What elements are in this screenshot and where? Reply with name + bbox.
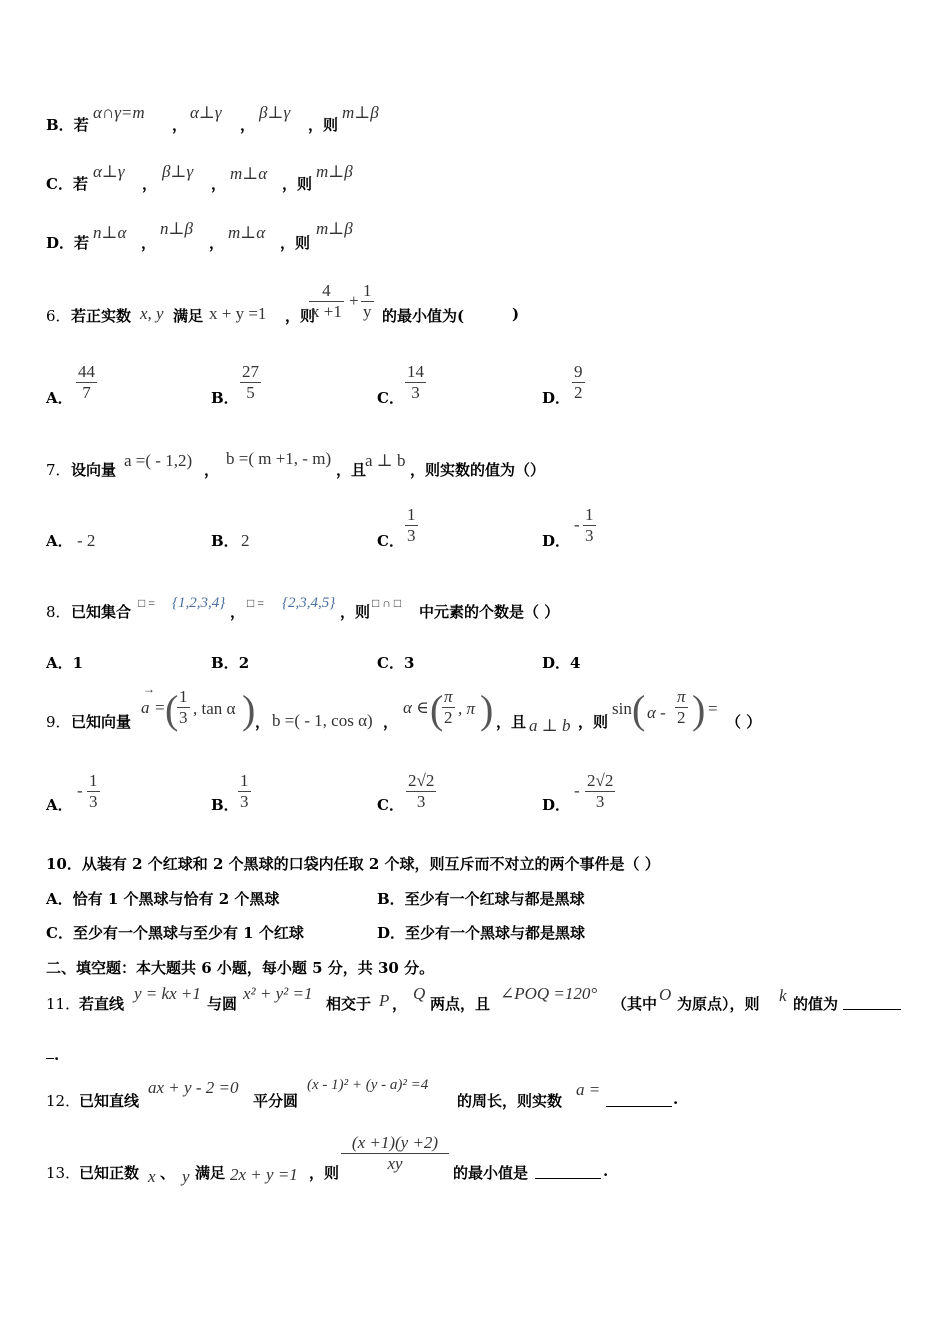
q9-alpha-paren-left: (: [430, 687, 444, 732]
q10-stem: 10．从装有 2 个红球和 2 个黑球的口袋内任取 2 个球，则互斥而不对立的两个事件是（ ）: [46, 855, 660, 873]
q11-text2: 与圆: [207, 995, 238, 1013]
q9-alpha: α ∈: [403, 698, 429, 717]
q6-option-a-value: $\frac{44}{7}$: [78, 362, 95, 402]
q6-text1: 若正实数: [71, 307, 132, 325]
q6-text3: ，则: [285, 307, 316, 325]
section-2-heading: 二、填空题：本大题共 6 小题，每小题 5 分，共 30 分。: [46, 959, 435, 977]
q7-perpendicular: a ⊥ b: [365, 451, 406, 470]
q9-sin-paren-right: ): [692, 687, 706, 732]
q7-option-c-label: C．: [377, 532, 404, 550]
q9-equals-2: =: [708, 699, 718, 718]
q7-text1: 设向量: [71, 461, 117, 479]
q5b-expr3: β⊥γ: [259, 103, 291, 122]
q8-option-c: C．3: [377, 654, 415, 672]
q7-option-d-value: $\frac{1}{3}$: [585, 505, 594, 545]
q5b-expr4: m⊥β: [342, 103, 379, 122]
q13-fraction: $\frac{(x +1)(y +2)}{xy}$: [341, 1133, 449, 1174]
q9-option-a-label: A．: [46, 796, 73, 814]
q9-option-b-value: $\frac{1}{3}$: [240, 771, 249, 811]
q5b-sep2: ，: [240, 116, 256, 134]
q5-option-d: D．若: [46, 234, 90, 252]
q9-sep2: ，: [383, 713, 399, 731]
q13-x: x: [148, 1167, 156, 1186]
q6-text5: ): [512, 305, 520, 323]
q11-text4: 两点，且: [430, 995, 491, 1013]
q7-number: 7．: [46, 461, 71, 479]
q9-option-d-sign: -: [574, 781, 580, 800]
q8-text3: 中元素的个数是（ ）: [419, 603, 560, 621]
q9-option-b-label: B．: [211, 796, 239, 814]
q6-vars: x, y: [140, 304, 164, 323]
q13-y: y: [182, 1167, 190, 1186]
q12-circle: (x - 1)² + (y - a)² =4: [307, 1077, 429, 1093]
q12-line: ax + y - 2 =0: [148, 1078, 239, 1097]
q5c-expr1: α⊥γ: [93, 162, 125, 181]
q9-alpha-paren-right: ): [480, 687, 494, 732]
q7-option-d-label: D．: [542, 532, 571, 550]
q9-pi: , π: [458, 699, 476, 718]
q9-alpha-minus: α -: [647, 703, 666, 722]
q9-sin: sin: [612, 699, 632, 718]
q9-text2: ，且: [496, 713, 527, 731]
q5d-expr4: m⊥β: [316, 219, 353, 238]
q5c-expr2: β⊥γ: [162, 162, 194, 181]
q12-a-equals: a =: [576, 1080, 601, 1099]
q10-option-a: A．恰有 1 个黑球与恰有 2 个黑球: [46, 890, 280, 908]
q13-sep: 、: [160, 1164, 176, 1182]
q11-comma: ，: [392, 995, 408, 1013]
q6-option-d-value: $\frac{9}{2}$: [574, 362, 583, 402]
q7-option-a-label: A．: [46, 532, 73, 550]
q6-text2: 满足: [173, 307, 204, 325]
q9-tan: , tan α: [193, 699, 236, 718]
q5c-then: ，则: [282, 175, 313, 193]
q9-option-d-value: $\frac{2√2}{3}$: [587, 771, 614, 811]
q13-text3: ，则: [309, 1164, 340, 1182]
q9-vector-b: b =( - 1, cos α): [272, 711, 373, 730]
q5c-expr3: m⊥α: [230, 164, 268, 183]
q11-number: 11．: [46, 995, 81, 1013]
q11-point-p: P: [379, 991, 390, 1010]
q12-number: 12．: [46, 1092, 81, 1110]
q7-option-a-value: - 2: [77, 531, 96, 550]
q8-text1: 已知集合: [71, 603, 132, 621]
q12-period: .: [673, 1090, 679, 1108]
q9-option-c-value: $\frac{2√2}{3}$: [408, 771, 435, 811]
q11-point-q: Q: [413, 984, 426, 1003]
q6-plus: +: [349, 291, 359, 310]
q7-option-c-value: $\frac{1}{3}$: [407, 505, 416, 545]
q13-text2: 满足: [195, 1164, 226, 1182]
q5d-sep2: ，: [209, 234, 225, 252]
q9-fraction-1-3: $\frac{1}{3}$: [179, 687, 188, 727]
q9-paren-left: (: [165, 687, 179, 732]
q11-text5: （其中: [612, 995, 658, 1013]
q11-text3: 相交于: [326, 995, 372, 1013]
q9-fraction-pi-2: $\frac{\pi}{2}$: [444, 687, 453, 727]
q9-perpendicular: a ⊥ b: [529, 716, 571, 735]
q9-vector-arrow: →: [143, 682, 155, 696]
q9-vector-a: a: [141, 698, 150, 717]
q13-text4: 的最小值是: [453, 1164, 529, 1182]
q5b-then: ，则: [308, 116, 339, 134]
q9-paren-right: ): [242, 687, 256, 732]
q6-option-b-value: $\frac{27}{5}$: [242, 362, 259, 402]
q8-set-b-symbol: □ =: [247, 596, 265, 610]
q12-text2: 平分圆: [253, 1092, 299, 1110]
q8-set-a: {1,2,3,4}: [172, 595, 226, 611]
q10-option-c: C．至少有一个黑球与至少有 1 个红球: [46, 924, 304, 942]
q5d-expr3: m⊥α: [228, 223, 266, 242]
q9-sin-paren-left: (: [632, 687, 646, 732]
q10-option-d: D．至少有一个黑球与都是黑球: [377, 924, 586, 942]
q8-option-a: A．1: [46, 654, 84, 672]
q7-option-b-label: B．: [211, 532, 239, 550]
q6-option-c-value: $\frac{14}{3}$: [407, 362, 424, 402]
q9-text1: 已知向量: [71, 713, 132, 731]
q11-answer-blank[interactable]: [843, 993, 901, 1010]
q13-number: 13．: [46, 1164, 81, 1182]
q13-answer-blank[interactable]: [535, 1162, 601, 1179]
q5d-sep1: ，: [141, 234, 157, 252]
q6-condition: x + y =1: [209, 304, 267, 323]
q5-option-c: C．若: [46, 175, 88, 193]
q8-sep: ，: [230, 603, 246, 621]
q9-fraction-pi-2-b: $\frac{\pi}{2}$: [677, 687, 686, 727]
q9-text3: ，则: [578, 713, 609, 731]
q7-vector-a: a =( - 1,2): [124, 451, 193, 470]
q6-fraction-2: $\frac{1}{y}$: [363, 281, 372, 321]
q11-text6: 为原点），则: [677, 995, 760, 1013]
q8-intersection: □ ∩ □: [372, 596, 402, 610]
q5-option-b: B．若: [46, 116, 89, 134]
q7-sep: ，: [204, 461, 220, 479]
q6-text4: 的最小值为(: [382, 307, 465, 325]
q11-k: k: [779, 986, 787, 1005]
q5d-expr2: n⊥β: [160, 219, 193, 238]
q11-circle: x² + y² =1: [243, 984, 313, 1003]
q6-option-b-label: B．: [211, 389, 239, 407]
q6-option-c-label: C．: [377, 389, 404, 407]
q7-option-b-value: 2: [241, 531, 250, 550]
q8-set-a-symbol: □ =: [138, 596, 156, 610]
q9-equals: =: [155, 698, 165, 717]
q9-option-a-sign: -: [77, 781, 83, 800]
q5b-expr1: α∩γ=m: [93, 103, 145, 122]
q7-option-d-sign: -: [574, 515, 580, 534]
q9-sep: ，: [255, 713, 271, 731]
q12-answer-blank[interactable]: [606, 1090, 672, 1107]
q12-text1: 已知直线: [79, 1092, 140, 1110]
q10-option-b: B．至少有一个红球与都是黑球: [377, 890, 585, 908]
q8-number: 8．: [46, 603, 71, 621]
q9-option-a-value: $\frac{1}{3}$: [89, 771, 98, 811]
q11-answer-blank-cont[interactable]: [46, 1042, 54, 1059]
q9-option-d-label: D．: [542, 796, 571, 814]
q11-line: y = kx +1: [134, 984, 201, 1003]
q13-period: .: [603, 1162, 609, 1180]
q6-fraction-1: $\frac{4}{x +1}$: [311, 281, 342, 321]
q11-angle: ∠POQ =120°: [500, 984, 598, 1003]
q7-text2: ，且: [336, 461, 367, 479]
q7-text3: ，则实数的值为（）: [410, 461, 546, 479]
q7-vector-b: b =( m +1, - m): [226, 449, 332, 468]
q5d-then: ，则: [280, 234, 311, 252]
q6-number: 6．: [46, 307, 71, 325]
q13-text1: 已知正数: [79, 1164, 140, 1182]
q11-text7: 的值为: [793, 995, 839, 1013]
q5b-expr2: α⊥γ: [190, 103, 222, 122]
q9-number: 9．: [46, 713, 71, 731]
q8-option-b: B．2: [211, 654, 250, 672]
q8-option-d: D．4: [542, 654, 581, 672]
q6-option-d-label: D．: [542, 389, 571, 407]
q11-origin: O: [659, 985, 672, 1004]
q5d-expr1: n⊥α: [93, 223, 127, 242]
q9-option-c-label: C．: [377, 796, 404, 814]
q13-condition: 2x + y =1: [230, 1165, 298, 1184]
q5c-sep1: ，: [142, 175, 158, 193]
q5c-sep2: ，: [211, 175, 227, 193]
q12-text3: 的周长，则实数: [457, 1092, 563, 1110]
q5b-sep1: ，: [172, 116, 188, 134]
q11-period: .: [54, 1046, 60, 1064]
q11-text1: 若直线: [79, 995, 125, 1013]
q8-text2: ，则: [340, 603, 371, 621]
q9-text4: （ ）: [726, 713, 762, 731]
q6-option-a-label: A．: [46, 389, 73, 407]
q5c-expr4: m⊥β: [316, 162, 353, 181]
q8-set-b: {2,3,4,5}: [282, 595, 336, 611]
